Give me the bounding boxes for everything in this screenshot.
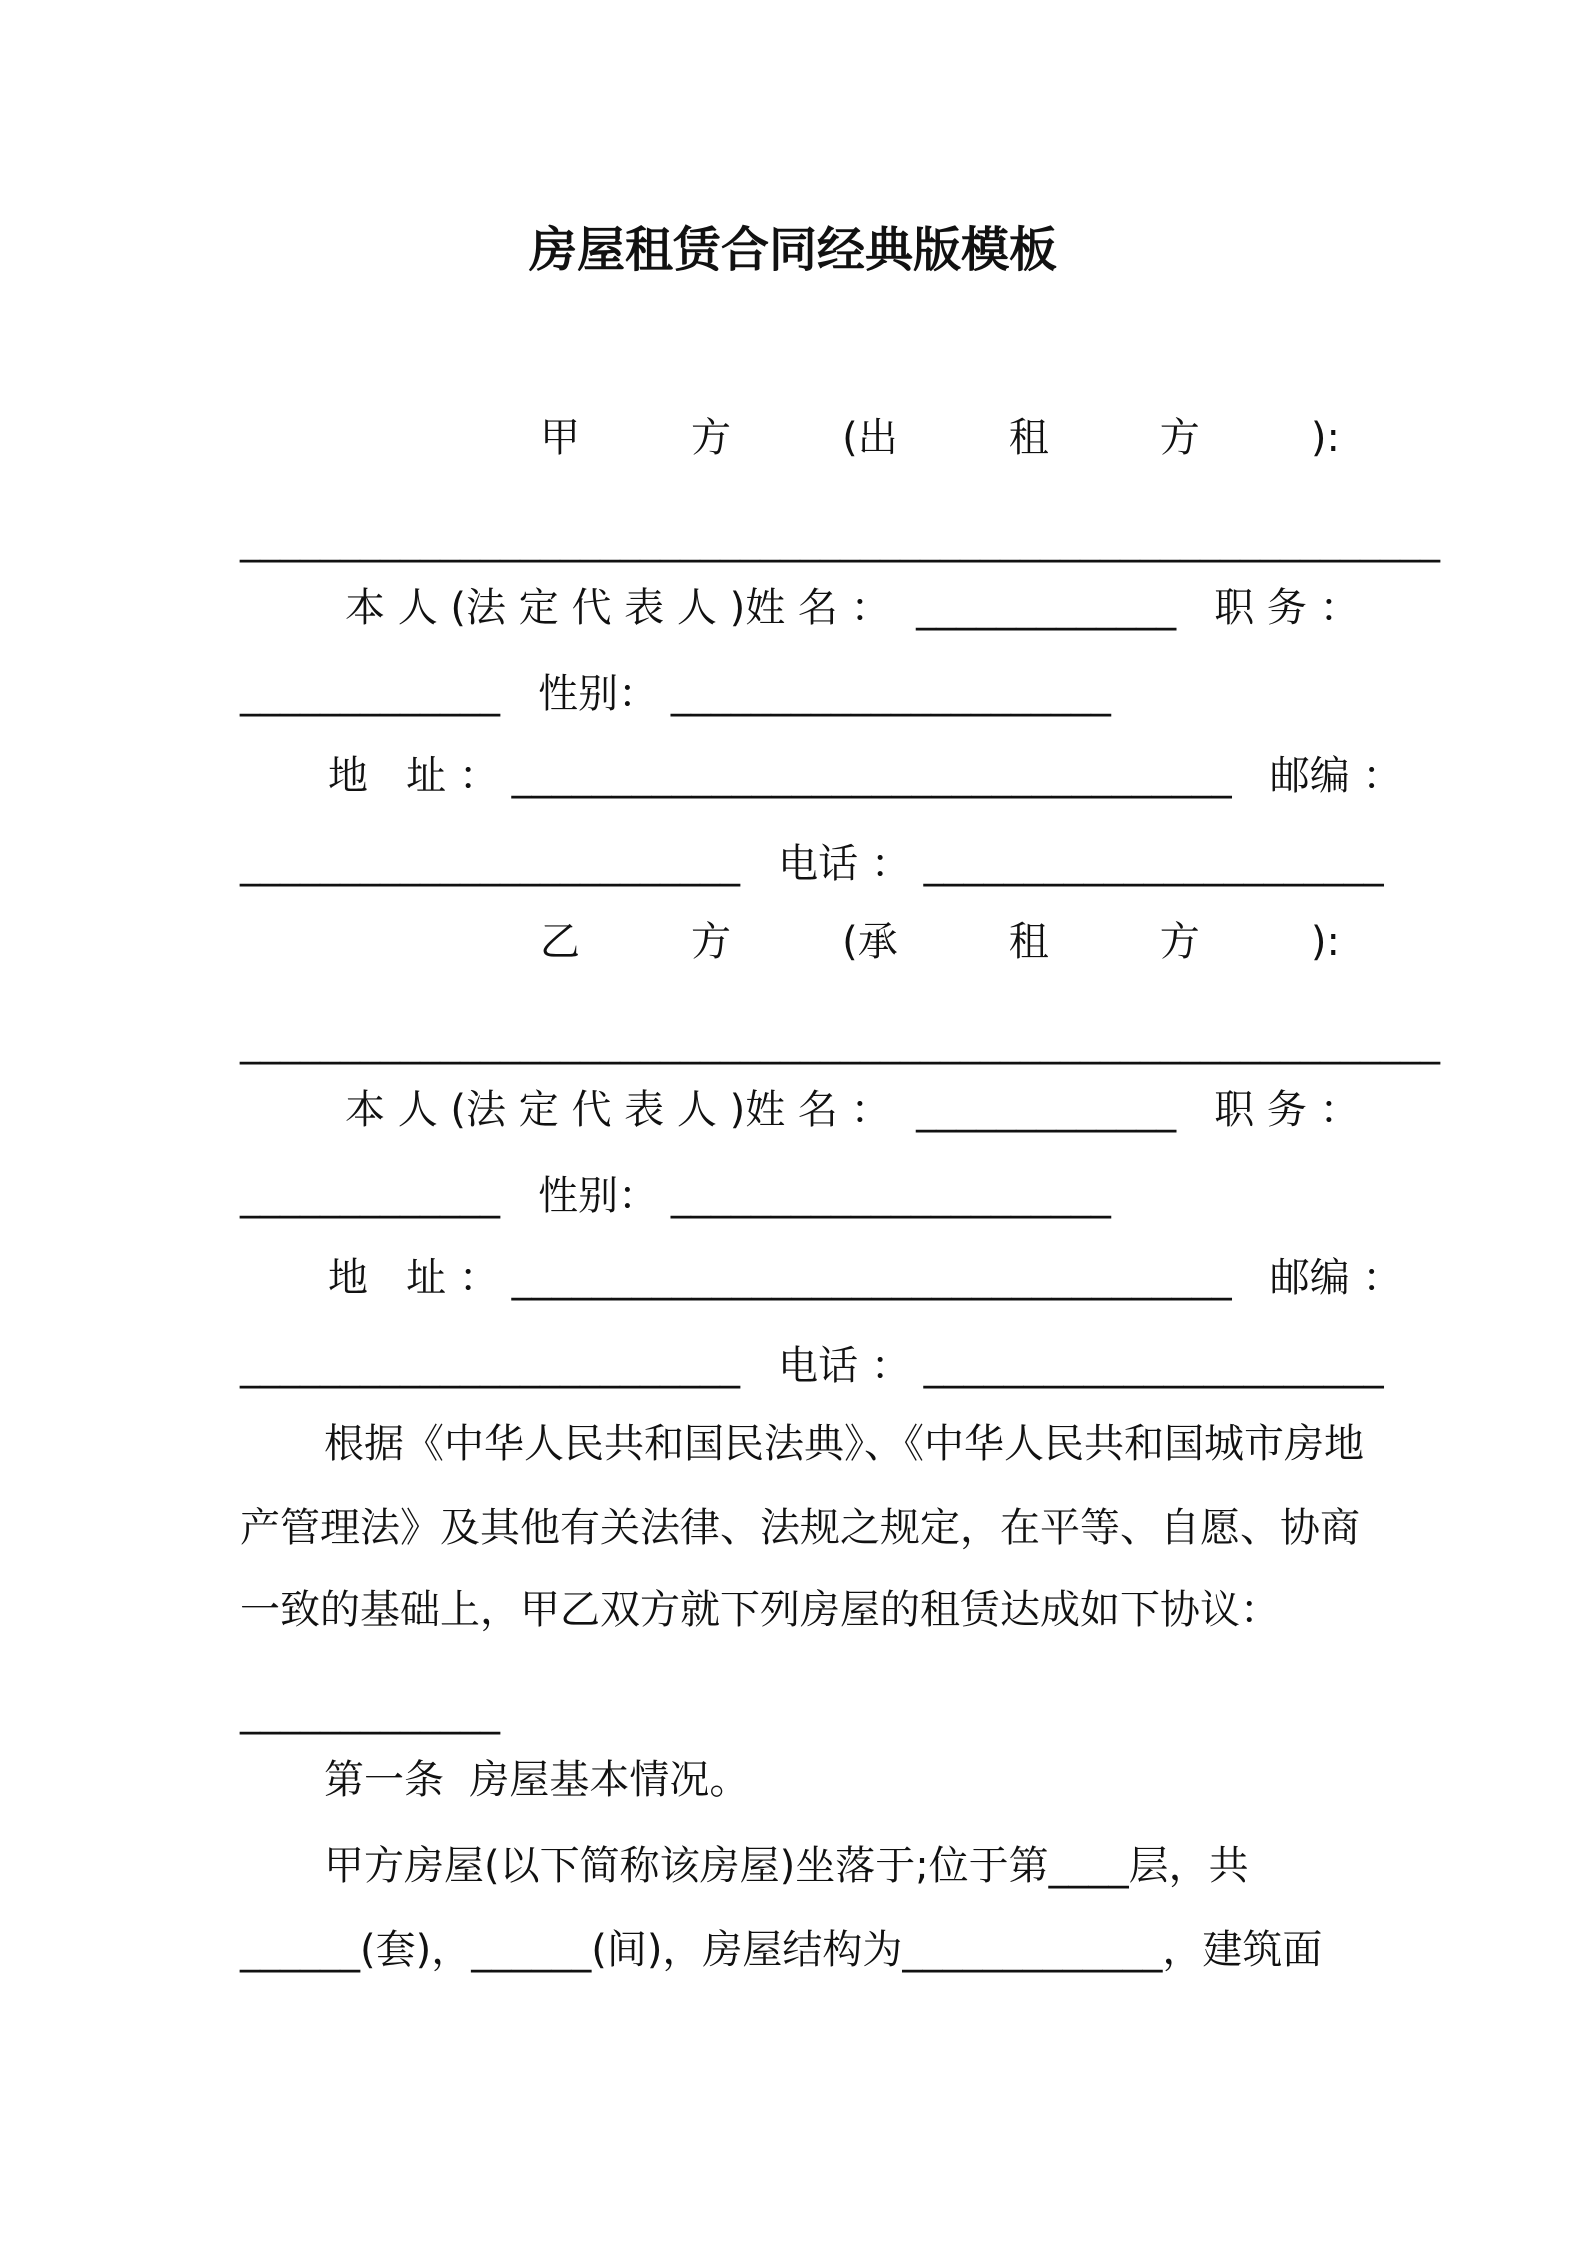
party-a-gender-line: _____________ 性别： ______________________	[240, 671, 1111, 717]
party-b-phone-line: _________________________ 电话 ： _______________________	[240, 1343, 1384, 1389]
party-a-phone-line: _________________________ 电话 ： _______________________	[240, 841, 1384, 887]
party-a-header-char: 方	[691, 415, 732, 461]
document-title: 房屋租赁合同经典版模板	[528, 222, 1057, 278]
party-a-header-char: 方	[1159, 415, 1200, 461]
party-b-header-char: 乙	[540, 919, 580, 965]
party-b-header-char: 方	[1159, 919, 1200, 965]
party-b-header-char: (承	[842, 919, 898, 965]
preamble-line-3: 一致的基础上，甲乙双方就下列房屋的租赁达成如下协议：	[240, 1587, 1280, 1633]
preamble-line-2: 产管理法》及其他有关法律、法规之规定，在平等、自愿、协商	[240, 1505, 1360, 1551]
party-a-header-char: 甲	[540, 415, 580, 461]
preamble-blank: _____________	[240, 1689, 500, 1735]
party-a-address-line: 地 址 ： ____________________________________ 邮编 ：	[328, 753, 1403, 799]
party-a-header-char: (出	[842, 415, 898, 461]
party-a-header-char: ):	[1310, 415, 1340, 461]
party-b-address-line: 地 址 ： ____________________________________ 邮编 ：	[328, 1255, 1403, 1301]
party-a-header-char: 租	[1008, 415, 1049, 461]
article-1-heading: 第一条 房屋基本情况。	[324, 1757, 750, 1803]
party-b-gender-line: _____________ 性别： ______________________	[240, 1173, 1111, 1219]
party-a-representative-line: 本 人 (法 定 代 表 人 )姓 名 ： _____________ 职 务 ：	[345, 585, 1360, 631]
party-a-name-blank: ____________________________________________________________	[240, 517, 1440, 563]
preamble-line-1: 根据《中华人民共和国民法典》、《中华人民共和国城市房地	[324, 1421, 1364, 1467]
article-1-line-2: ______(套)，______(间)，房屋结构为_____________，建筑面	[240, 1927, 1323, 1973]
article-1-line-1: 甲方房屋(以下简称该房屋)坐落于;位于第____层，共	[324, 1843, 1249, 1889]
party-a-header	[540, 410, 1340, 466]
party-b-header-char: 方	[691, 919, 732, 965]
party-b-header-char: ):	[1310, 919, 1340, 965]
party-b-name-blank: ____________________________________________________________	[240, 1019, 1440, 1065]
party-b-header-char: 租	[1008, 919, 1049, 965]
party-b-representative-line: 本 人 (法 定 代 表 人 )姓 名 ： _____________ 职 务 ：	[345, 1087, 1360, 1133]
party-b-header	[540, 914, 1340, 970]
